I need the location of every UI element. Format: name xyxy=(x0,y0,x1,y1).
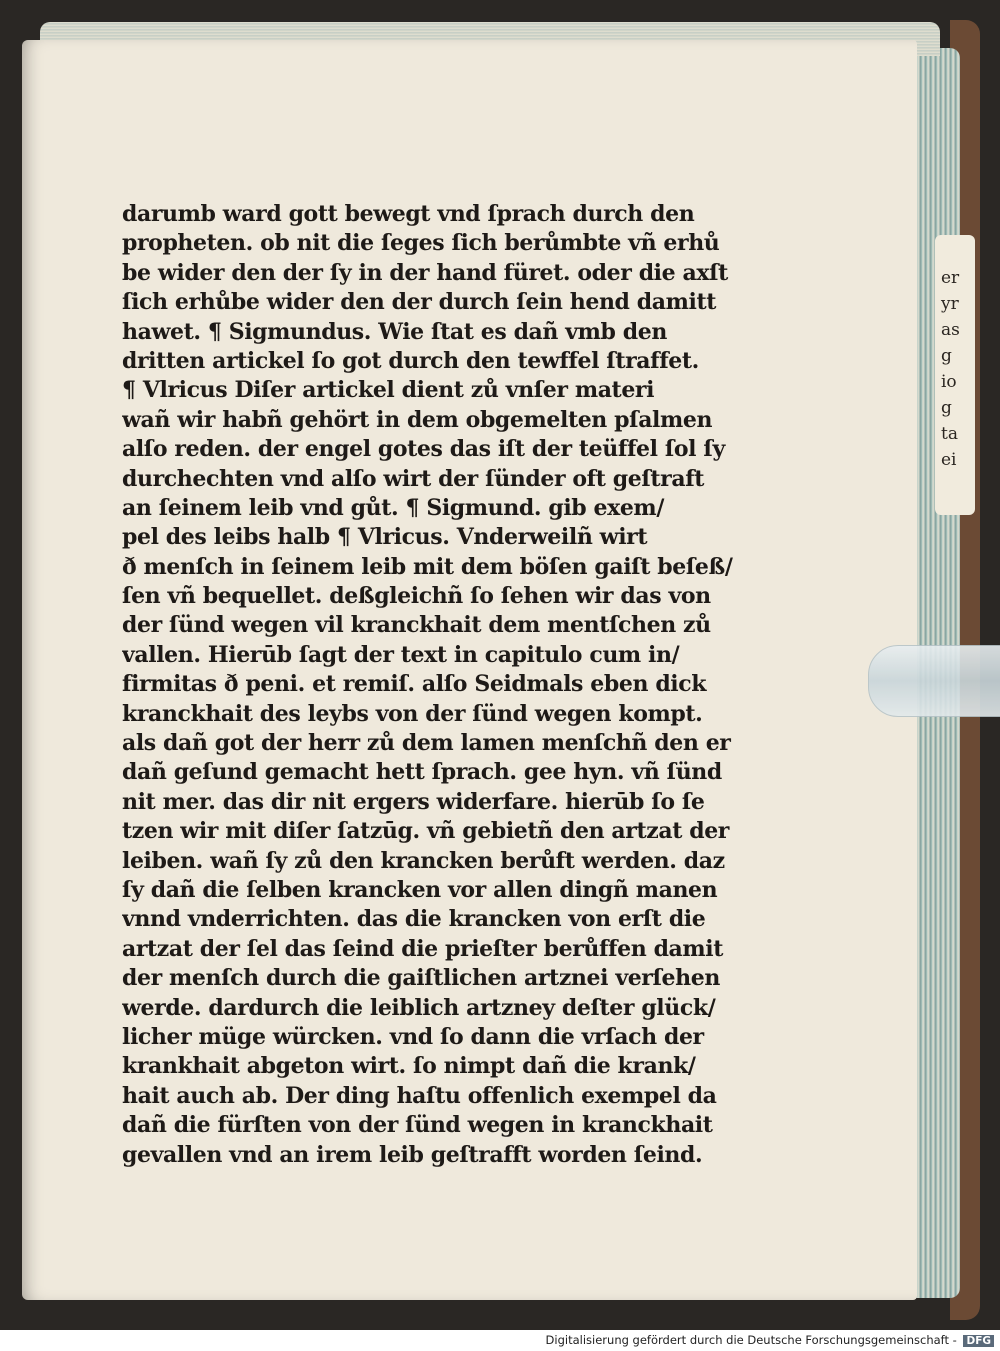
adjacent-fragment: yr xyxy=(941,294,959,314)
text-line: darumb ward gott bewegt vnd ſprach durch den xyxy=(122,201,695,227)
adjacent-fragment: g xyxy=(941,398,952,418)
text-line: artzat der ſel das ſeind die prieſter berůffen damit xyxy=(122,935,724,962)
text-line: licher müge würcken. vnd ſo dann die vrſach der xyxy=(122,1023,704,1050)
text-line: leiben. wañ ſy zů den krancken berůft werden. daz xyxy=(122,847,725,874)
text-line: ſy dañ die ſelben krancken vor allen dingñ manen xyxy=(122,876,718,903)
text-line: vnnd vnderrichten. das die krancken von erſt die xyxy=(122,906,706,933)
adjacent-fragment: io xyxy=(941,372,957,392)
text-line: be wider den der ſy in der hand füret. oder die axſt xyxy=(122,259,728,286)
page-text-block xyxy=(122,200,782,1170)
text-line: ſen vñ bequellet. deßgleichñ ſo ſehen wir das von xyxy=(122,583,711,610)
adjacent-fragment: as xyxy=(941,320,960,340)
text-line: ſich erhůbe wider den der durch ſein hend damitt xyxy=(122,289,716,316)
text-line: nit mer. das dir nit ergers widerfare. hierūb ſo ſe xyxy=(122,788,705,815)
dfg-logo: DFG xyxy=(963,1335,994,1347)
adjacent-page-fragment xyxy=(935,235,975,515)
text-line: der menſch durch die gaiſtlichen artznei verſehen xyxy=(122,965,720,992)
text-line: dritten artickel ſo got durch den tewffel ſtraffet. xyxy=(122,347,699,374)
page-clip xyxy=(868,645,1000,717)
text-line: an ſeinem leib vnd gůt. ¶ Sigmund. gib exem/ xyxy=(122,494,664,521)
text-line: werde. dardurch die leiblich artzney deſter glück/ xyxy=(122,994,716,1021)
text-line: dañ die fürſten von der ſünd wegen in kranckhait xyxy=(122,1112,713,1139)
text-line: als dañ got der herr zů dem lamen menſchñ den er xyxy=(122,730,731,757)
adjacent-fragment: g xyxy=(941,346,952,366)
text-line: dañ geſund gemacht hett ſprach. gee hyn. vñ ſünd xyxy=(122,759,722,786)
text-line: alſo reden. der engel gotes das iſt der teüffel ſol ſy xyxy=(122,436,725,463)
funding-credit xyxy=(546,1333,994,1347)
text-line: pel des leibs halb ¶ Vlricus. Vnderweilñ wirt xyxy=(122,524,648,551)
text-line: propheten. ob nit die ſeges ſich berůmbte vñ erhů xyxy=(122,230,720,257)
funding-credit-text: Digitalisierung gefördert durch die Deutsche Forschungsgemeinschaft - xyxy=(545,1333,957,1347)
adjacent-fragment: ei xyxy=(941,450,957,470)
text-line: durchechten vnd alſo wirt der ſünder oft geſtraft xyxy=(122,465,705,492)
text-line: ¶ Vlricus Diſer artickel dient zů vnſer materi xyxy=(122,377,655,404)
text-line: ð menſch in ſeinem leib mit dem böſen gaiſt beſeß/ xyxy=(122,553,733,580)
text-line: tzen wir mit diſer ſatzūg. vñ gebietñ den artzat der xyxy=(122,818,729,845)
adjacent-fragment: ta xyxy=(941,424,958,444)
adjacent-fragment: er xyxy=(941,268,960,288)
text-line: gevallen vnd an irem leib geſtrafft worden ſeind. xyxy=(122,1141,703,1168)
text-line: hait auch ab. Der ding haſtu offenlich exempel da xyxy=(122,1082,717,1109)
text-line: firmitas ð peni. et remiſ. alſo Seidmals eben dick xyxy=(122,671,707,698)
text-line: der ſünd wegen vil kranckhait dem mentſchen zů xyxy=(122,612,711,639)
text-line: vallen. Hierūb ſagt der text in capitulo cum in/ xyxy=(122,641,680,668)
text-line: krankhait abgeton wirt. ſo nimpt dañ die krank/ xyxy=(122,1053,696,1080)
adjacent-page-text xyxy=(941,265,960,473)
text-line: wañ wir habñ gehört in dem obgemelten pſalmen xyxy=(122,406,713,433)
text-line: hawet. ¶ Sigmundus. Wie ſtat es dañ vmb den xyxy=(122,318,667,345)
text-line: kranckhait des leybs von der ſünd wegen kompt. xyxy=(122,700,703,727)
book-page xyxy=(22,40,917,1300)
